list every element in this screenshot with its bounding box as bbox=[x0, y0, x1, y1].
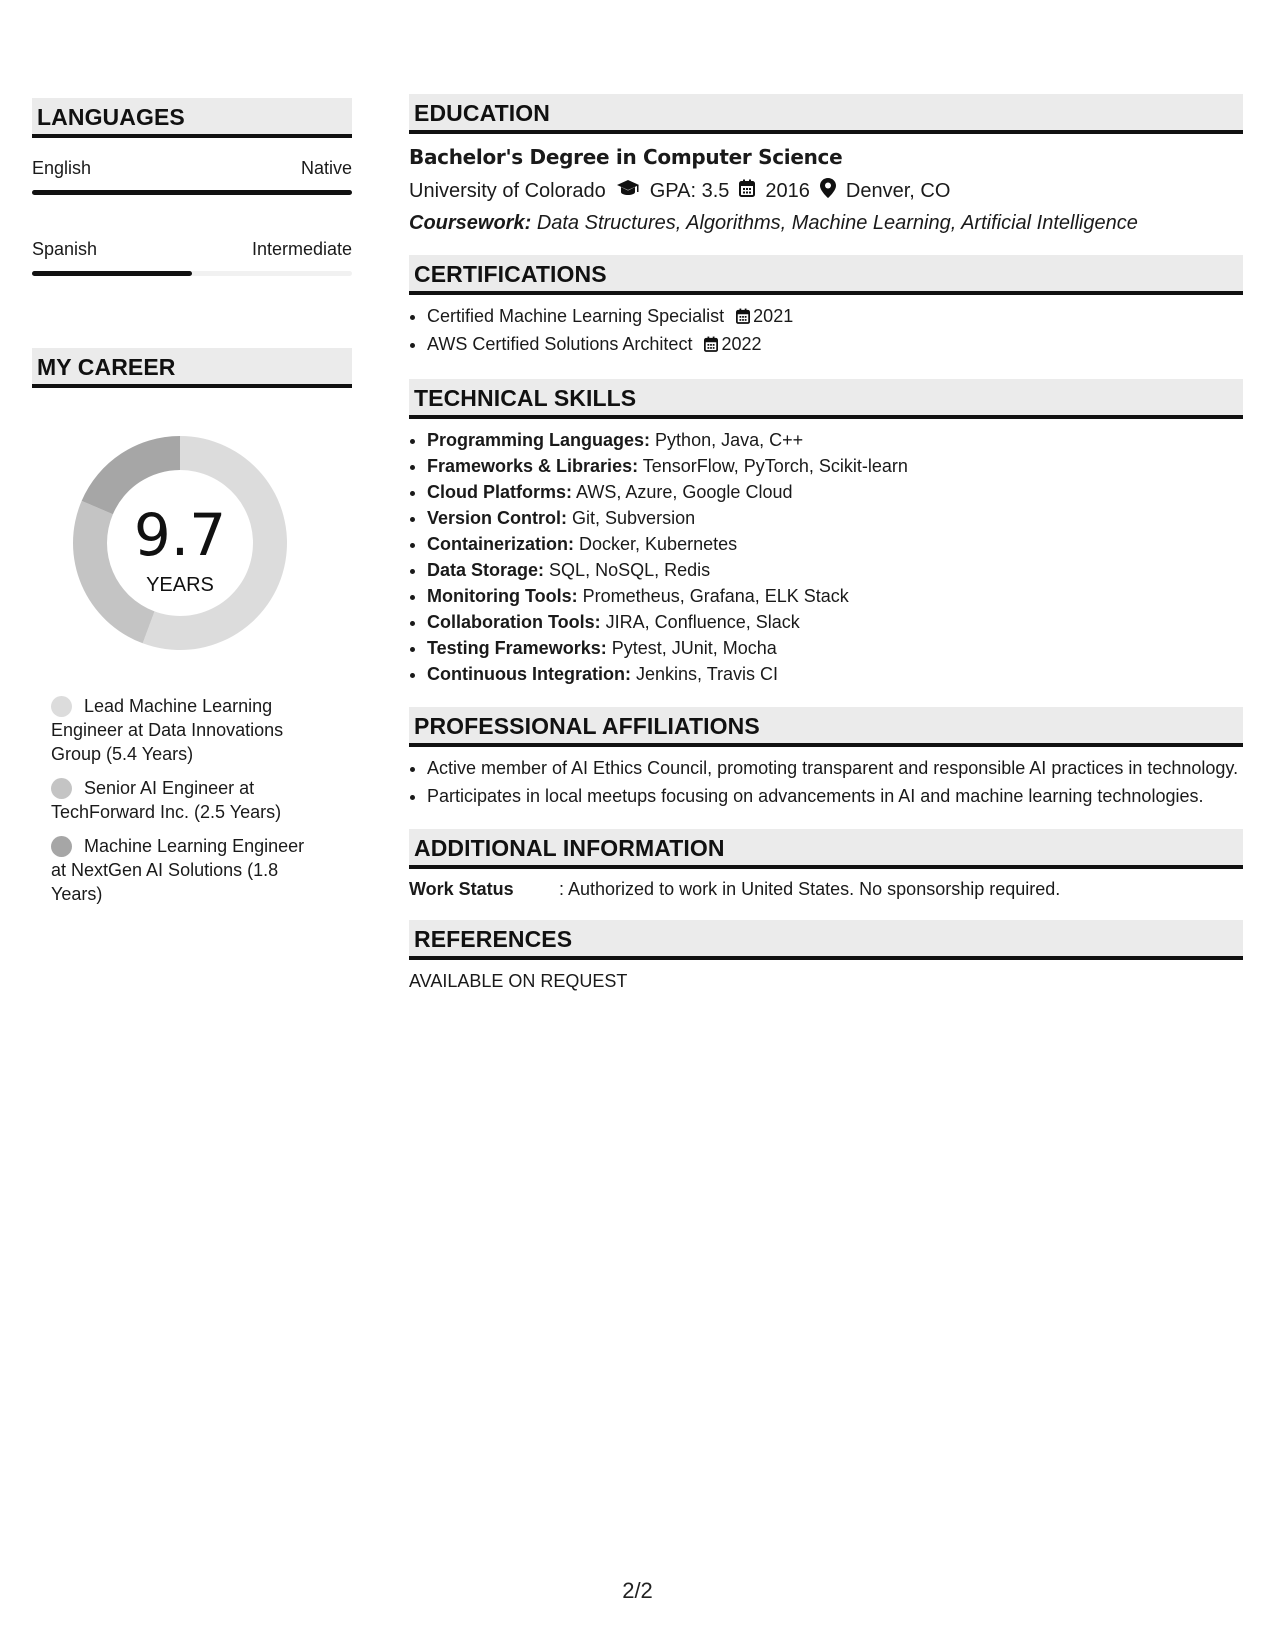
skills-list bbox=[409, 427, 1243, 687]
skill-label: Programming Languages: bbox=[427, 430, 651, 450]
skill-value: Jenkins, Travis CI bbox=[635, 664, 779, 684]
skill-item bbox=[427, 427, 1243, 453]
certification-name: AWS Certified Solutions Architect bbox=[427, 334, 693, 354]
coursework-value: Data Structures, Algorithms, Machine Learning, Artificial Intelligence bbox=[536, 212, 1138, 234]
skill-value: AWS, Azure, Google Cloud bbox=[576, 482, 793, 502]
education-year: 2016 bbox=[765, 179, 810, 202]
affiliations-section bbox=[409, 707, 1243, 809]
additional-info-section bbox=[409, 829, 1243, 900]
skill-label: Monitoring Tools: bbox=[427, 586, 578, 606]
language-item bbox=[32, 158, 352, 195]
language-item bbox=[32, 239, 352, 276]
skill-item bbox=[427, 505, 1243, 531]
references-text: AVAILABLE ON REQUEST bbox=[409, 971, 628, 991]
legend-color-dot bbox=[51, 778, 72, 799]
skills-section bbox=[409, 379, 1243, 687]
language-proficiency-bar bbox=[32, 190, 352, 195]
references-section bbox=[409, 920, 1243, 992]
skill-value: TensorFlow, PyTorch, Scikit-learn bbox=[642, 456, 908, 476]
education-gpa: GPA: 3.5 bbox=[649, 179, 730, 202]
certifications-heading: CERTIFICATIONS bbox=[409, 255, 1243, 295]
career-legend-item bbox=[51, 776, 321, 824]
skill-label: Cloud Platforms: bbox=[427, 482, 573, 502]
career-heading: MY CAREER bbox=[32, 348, 352, 388]
skill-label: Frameworks & Libraries: bbox=[427, 456, 639, 476]
skill-item bbox=[427, 635, 1243, 661]
skill-item bbox=[427, 557, 1243, 583]
certification-year: 2022 bbox=[721, 334, 762, 354]
affiliations-list bbox=[409, 755, 1243, 809]
career-donut-chart bbox=[65, 428, 295, 658]
location-pin-icon bbox=[820, 178, 836, 204]
work-status-value: : Authorized to work in United States. No sponsorship required. bbox=[559, 879, 1061, 899]
calendar-icon bbox=[739, 179, 755, 203]
career-legend-item bbox=[51, 834, 321, 906]
skill-item bbox=[427, 453, 1243, 479]
skills-heading: TECHNICAL SKILLS bbox=[409, 379, 1243, 419]
calendar-icon bbox=[704, 333, 718, 359]
language-name: English bbox=[32, 158, 92, 178]
skill-item bbox=[427, 661, 1243, 687]
references-heading: REFERENCES bbox=[409, 920, 1243, 960]
skill-label: Version Control: bbox=[427, 508, 568, 528]
skill-label: Continuous Integration: bbox=[427, 664, 631, 684]
language-level: Native bbox=[300, 158, 352, 178]
skill-label: Testing Frameworks: bbox=[427, 638, 607, 658]
skill-item bbox=[427, 583, 1243, 609]
skill-item bbox=[427, 609, 1243, 635]
skill-item bbox=[427, 479, 1243, 505]
skill-value: Docker, Kubernetes bbox=[579, 534, 738, 554]
affiliation-item: • Active member of AI Ethics Council, promoting transparent and responsible AI practices in technology. bbox=[427, 755, 1243, 781]
education-school: University of Colorado bbox=[409, 179, 606, 202]
career-role-label: Lead Machine Learning Engineer at Data Innovations Group (5.4 Years) bbox=[51, 696, 284, 764]
language-proficiency-fill bbox=[32, 271, 192, 276]
language-proficiency-bar bbox=[32, 271, 352, 276]
language-proficiency-fill bbox=[32, 190, 352, 195]
certification-item bbox=[427, 303, 1243, 331]
coursework-label: Coursework: bbox=[409, 212, 532, 234]
education-degree: Bachelor's Degree in Computer Science bbox=[409, 145, 843, 169]
certification-item bbox=[427, 331, 1243, 359]
affiliation-item: • Participates in local meetups focusing on advancements in AI and machine learning technologies. bbox=[427, 783, 1243, 809]
graduation-cap-icon bbox=[616, 179, 640, 203]
skill-value: Pytest, JUnit, Mocha bbox=[611, 638, 777, 658]
certifications-list bbox=[409, 303, 1243, 359]
additional-info-heading: ADDITIONAL INFORMATION bbox=[409, 829, 1243, 869]
language-name: Spanish bbox=[32, 239, 98, 259]
affiliations-heading: PROFESSIONAL AFFILIATIONS bbox=[409, 707, 1243, 747]
right-column bbox=[409, 94, 1243, 1012]
work-status-label: Work Status bbox=[409, 879, 514, 899]
skill-label: Data Storage: bbox=[427, 560, 545, 580]
career-role-label: Senior AI Engineer at TechForward Inc. (2.5 Years) bbox=[51, 778, 282, 822]
language-level: Intermediate bbox=[251, 239, 352, 259]
page-number: 2/2 bbox=[622, 1578, 653, 1603]
skill-label: Collaboration Tools: bbox=[427, 612, 601, 632]
left-column bbox=[32, 98, 352, 916]
skill-item bbox=[427, 531, 1243, 557]
skill-value: Python, Java, C++ bbox=[655, 430, 804, 450]
skill-value: SQL, NoSQL, Redis bbox=[549, 560, 711, 580]
education-location: Denver, CO bbox=[845, 179, 951, 202]
skill-label: Containerization: bbox=[427, 534, 574, 554]
career-total-years: 9.7 bbox=[133, 501, 227, 569]
education-coursework bbox=[409, 212, 1243, 235]
certifications-section bbox=[409, 255, 1243, 359]
career-total-unit: YEARS bbox=[146, 574, 214, 596]
career-legend-item bbox=[51, 694, 321, 766]
career-role-label: Machine Learning Engineer at NextGen AI Solutions (1.8 Years) bbox=[51, 836, 305, 904]
work-status-row bbox=[409, 879, 1243, 900]
career-legend bbox=[51, 694, 321, 906]
certification-name: Certified Machine Learning Specialist bbox=[427, 306, 725, 326]
skill-value: Git, Subversion bbox=[572, 508, 696, 528]
skill-value: Prometheus, Grafana, ELK Stack bbox=[582, 586, 849, 606]
legend-color-dot bbox=[51, 836, 72, 857]
legend-color-dot bbox=[51, 696, 72, 717]
languages-heading: LANGUAGES bbox=[32, 98, 352, 138]
certification-year: 2021 bbox=[753, 306, 794, 326]
education-section bbox=[409, 94, 1243, 235]
calendar-icon bbox=[736, 305, 750, 331]
skill-value: JIRA, Confluence, Slack bbox=[605, 612, 800, 632]
education-heading: EDUCATION bbox=[409, 94, 1243, 134]
